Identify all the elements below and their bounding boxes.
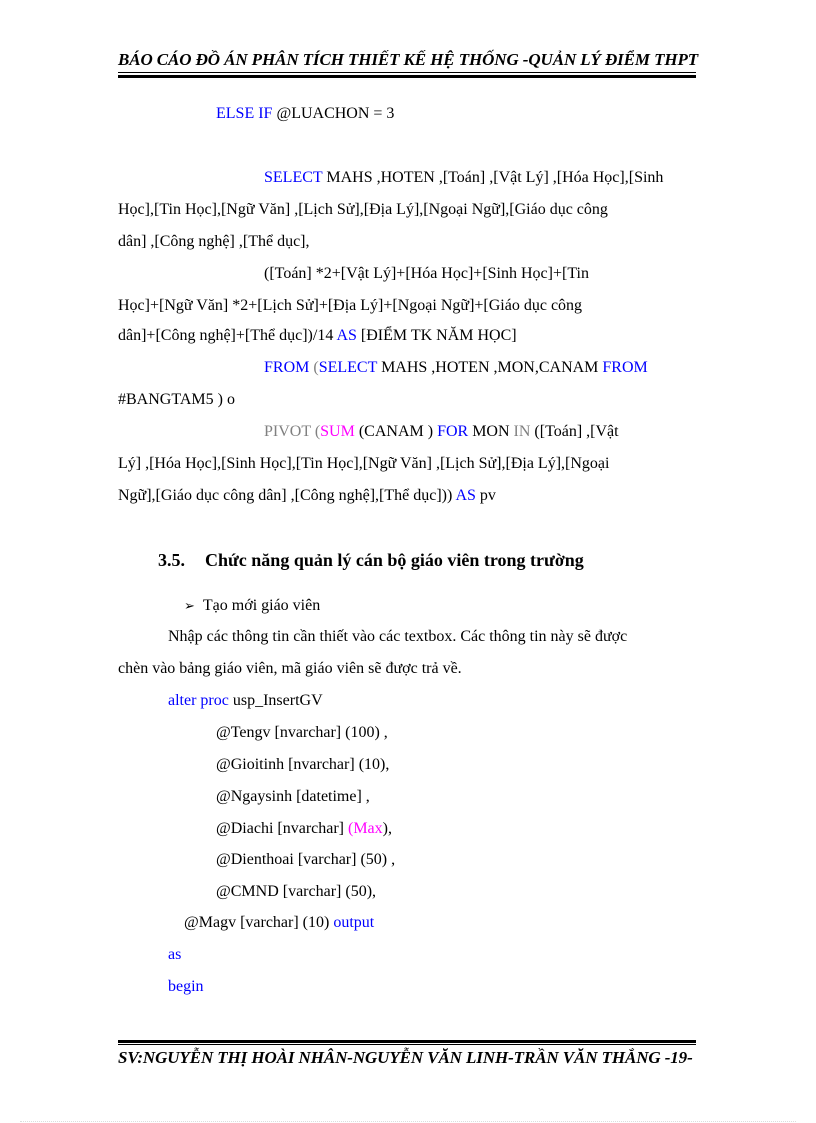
code-text: MAHS ,HOTEN ,MON,CANAM bbox=[377, 359, 603, 376]
code-line: as bbox=[168, 946, 182, 963]
section-heading bbox=[158, 549, 584, 571]
code-text: Ngữ],[Giáo dục công dân] ,[Công nghệ],[Thể dục])) bbox=[118, 487, 456, 504]
code-line bbox=[118, 326, 517, 346]
header-title: BÁO CÁO ĐỒ ÁN PHÂN TÍCH THIẾT KẾ HỆ THỐNG -QUẢN LÝ ĐIỂM THPT bbox=[118, 50, 699, 69]
keyword: AS bbox=[455, 487, 476, 504]
section-number: 3.5. bbox=[158, 550, 185, 570]
bullet-item bbox=[184, 596, 320, 616]
keyword-in: IN bbox=[513, 423, 531, 440]
code-line bbox=[264, 358, 648, 378]
code-line: @Ngaysinh [datetime] , bbox=[216, 788, 370, 805]
code-punct: ( bbox=[310, 423, 321, 440]
code-text: usp_InsertGV bbox=[228, 692, 323, 709]
function-sum: SUM bbox=[320, 423, 355, 440]
code-punct: ( bbox=[309, 359, 319, 376]
code-line bbox=[216, 819, 392, 839]
code-line bbox=[118, 486, 496, 506]
keyword: SELECT bbox=[264, 169, 323, 186]
code-text: [ĐIỂM TK NĂM HỌC] bbox=[356, 327, 517, 344]
code-line: @Dienthoai [varchar] (50) , bbox=[216, 851, 396, 868]
code-text: MAHS ,HOTEN ,[Toán] ,[Vật Lý] ,[Hóa Học],[Sinh bbox=[322, 169, 664, 186]
keyword: FROM bbox=[602, 359, 648, 376]
code-text: @Magv [varchar] (10) bbox=[184, 914, 334, 931]
code-line: ([Toán] *2+[Vật Lý]+[Hóa Học]+[Sinh Học]+[Tin bbox=[264, 265, 589, 282]
section-title: Chức năng quản lý cán bộ giáo viên trong trường bbox=[205, 550, 584, 570]
keyword: ELSE IF bbox=[216, 105, 273, 122]
code-line: @Gioitinh [nvarchar] (10), bbox=[216, 756, 390, 773]
code-line: Học]+[Ngữ Văn] *2+[Lịch Sử]+[Địa Lý]+[Ngoại Ngữ]+[Giáo dục công bbox=[118, 297, 583, 314]
bullet-text: Tạo mới giáo viên bbox=[202, 597, 321, 614]
keyword: output bbox=[333, 914, 375, 931]
keyword: AS bbox=[336, 327, 357, 344]
code-text: ), bbox=[382, 820, 392, 837]
function-max: (Max bbox=[348, 820, 383, 837]
header-rule-thick bbox=[118, 75, 696, 78]
page-footer bbox=[118, 1040, 696, 1080]
code-text: MON bbox=[468, 423, 514, 440]
footer-rule-thin bbox=[118, 1044, 696, 1045]
code-text: @LUACHON = 3 bbox=[272, 105, 395, 122]
code-line bbox=[184, 913, 374, 933]
code-line: Học],[Tin Học],[Ngữ Văn] ,[Lịch Sử],[Địa Lý],[Ngoại Ngữ],[Giáo dục công bbox=[118, 201, 608, 218]
footer-rule-thick bbox=[118, 1040, 696, 1043]
code-line: Lý] ,[Hóa Học],[Sinh Học],[Tin Học],[Ngữ Văn] ,[Lịch Sử],[Địa Lý],[Ngoại bbox=[118, 455, 610, 472]
header-rule-thin bbox=[118, 72, 696, 73]
arrow-bullet-icon: ➢ bbox=[184, 598, 195, 613]
code-line bbox=[168, 691, 323, 711]
code-line: @CMND [varchar] (50), bbox=[216, 883, 377, 900]
page-header bbox=[118, 50, 699, 80]
code-text: ([Toán] ,[Vật bbox=[530, 423, 619, 440]
code-line bbox=[264, 422, 619, 442]
code-line: begin bbox=[168, 978, 204, 995]
keyword: SELECT bbox=[318, 359, 378, 376]
footer-text: SV:NGUYỄN THỊ HOÀI NHÂN-NGUYỄN VĂN LINH-TRẦN VĂN THẮNG -19- bbox=[118, 1048, 693, 1067]
code-line: @Tengv [nvarchar] (100) , bbox=[216, 724, 388, 741]
paragraph-line: Nhập các thông tin cần thiết vào các textbox. Các thông tin này sẽ được bbox=[168, 628, 628, 645]
code-text: @Diachi [nvarchar] bbox=[216, 820, 348, 837]
code-line: #BANGTAM5 ) o bbox=[118, 391, 235, 408]
code-line bbox=[216, 104, 394, 124]
page-border bbox=[20, 1121, 796, 1122]
code-line: dân] ,[Công nghệ] ,[Thể dục], bbox=[118, 233, 310, 250]
keyword: FOR bbox=[437, 423, 469, 440]
code-text: (CANAM ) bbox=[354, 423, 438, 440]
code-text: pv bbox=[475, 487, 496, 504]
code-line bbox=[264, 168, 663, 188]
keyword: alter proc bbox=[168, 692, 229, 709]
paragraph-line: chèn vào bảng giáo viên, mã giáo viên sẽ được trả về. bbox=[118, 660, 462, 677]
keyword-pivot: PIVOT bbox=[264, 423, 311, 440]
keyword: FROM bbox=[264, 359, 310, 376]
code-text: dân]+[Công nghệ]+[Thể dục])/14 bbox=[118, 327, 337, 344]
